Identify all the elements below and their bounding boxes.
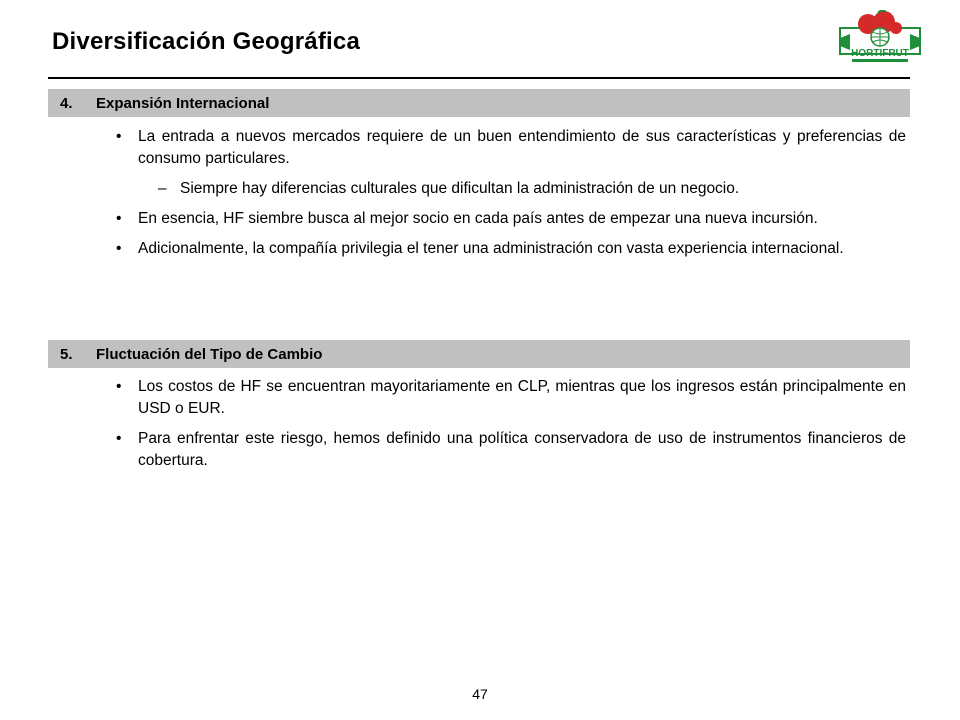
section-title: Fluctuación del Tipo de Cambio [96, 345, 323, 363]
bullet-item: • Para enfrentar este riesgo, hemos definido una política conservadora de uso de instrumentos financieros de cobertura. [48, 428, 910, 472]
section-header-expansion [48, 89, 910, 117]
page-title: Diversificación Geográfica [52, 28, 360, 55]
section-list-exchange-rate [48, 376, 910, 480]
sub-bullet-item: – Siempre hay diferencias culturales que dificultan la administración de un negocio. [48, 178, 910, 200]
bullet-item: • En esencia, HF siembre busca al mejor socio en cada país antes de empezar una nueva incursión. [48, 208, 910, 230]
title-divider [48, 77, 910, 79]
section-list-expansion [48, 126, 910, 268]
bullet-item: • La entrada a nuevos mercados requiere de un buen entendimiento de sus características y preferencias de consumo particulares. [48, 126, 910, 170]
hortifrut-logo [838, 10, 922, 68]
section-number: 5. [60, 345, 73, 363]
bullet-item: • Adicionalmente, la compañía privilegia el tener una administración con vasta experiencia internacional. [48, 238, 910, 260]
page-number: 47 [472, 686, 488, 702]
logo-wordmark: HORTIFRUT [851, 48, 909, 59]
bullet-item: • Los costos de HF se encuentran mayoritariamente en CLP, mientras que los ingresos están principalmente en USD o EUR. [48, 376, 910, 420]
section-number: 4. [60, 94, 73, 112]
section-header-exchange-rate [48, 340, 910, 368]
section-title: Expansión Internacional [96, 94, 270, 112]
